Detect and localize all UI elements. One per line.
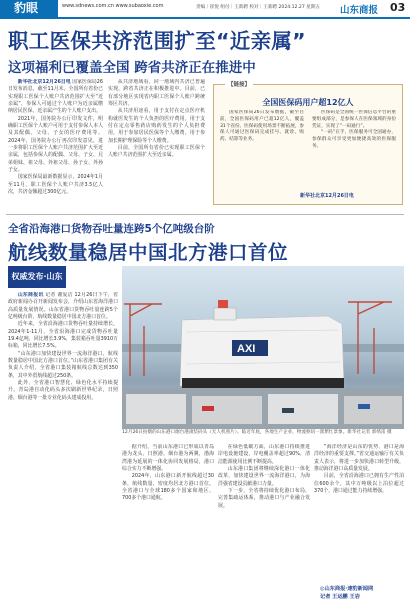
paragraph xyxy=(8,79,103,116)
port-illustration xyxy=(122,266,404,429)
paragraph: 山东港口集团将继续深化港口一体化改革，加快建设世界一流海洋港口，为海洋强省建设贡献港口力量。 xyxy=(218,466,310,487)
paragraph: 从共济用途看，用于支付在定点医疗机构就医发生的个人负担的医疗费用，用于支付在定点零售药店购药发生的个人负担费用，用于参加居民医保等个人缴费，用于参加长期护理保险等个人缴费。 xyxy=(108,108,205,144)
paragraph-text: 记者 谢爱洁 12月26日下午，省政府新闻办召开新闻发布会，介绍山东省海洋港口高质量发展情况。山东省港口货物吞吐量连跨5个亿吨级台阶，航线数量稳居中国北方港口首位。 xyxy=(8,292,118,321)
paragraph: 近年来，全省沿海港口货物吞吐量持续增长，2024年1-11月，全省沿海港口完成货物吞吐量19.4亿吨，同比增长3.9%，集装箱吞吐量3910万标箱，同比增长7.5%。 xyxy=(8,321,118,350)
dateline: 山东商报讯 xyxy=(17,292,44,298)
section-brand: 豹眼 xyxy=(0,0,58,17)
story2-column-3 xyxy=(218,444,310,599)
sidebar-label: 【链接】 xyxy=(225,80,253,88)
sidebar-body xyxy=(220,110,396,190)
section-divider xyxy=(6,214,404,215)
paragraph-text: 国家医保局26日发布消息，截至11月末，全国所有省份已实现职工医保个人账户共济范围扩大至“近亲属”，参保人可通过个人账户为近亲属缴纳居民医保，近亲属产生的个人账户支出。 xyxy=(8,79,103,115)
paragraph: 国家医保局最新数据显示，2024年1月至11月，职工医保个人账户共济3.5亿人次，共济金额超过300亿元。 xyxy=(8,174,103,196)
story2-byline-reporters: 记者 王运鹏 王岩 xyxy=(320,594,360,600)
story1-headline: 职工医保共济范围扩至“近亲属” xyxy=(8,29,306,53)
svg-text:AXI: AXI xyxy=(237,343,256,355)
paragraph: 国家医保局26日发布数据，截至目前，全国医保码用户已超12亿人，覆盖31个省份。医保码使用场景不断拓展，参保人可通过医保码完成挂号、就诊、购药、结算等业务。 xyxy=(220,110,304,143)
story2-byline-outlet: ◎山东商报·速豹新闻网 xyxy=(320,586,374,592)
sidebar-byline: 新华社北京12月26日电 xyxy=(300,193,354,199)
paragraph: “海洋经济是山东的优势，港口是海洋经济的重要支撑。”省交通运输厅有关负责人表示，将进一步加快港口转型升级，推动海洋港口高质量发展。 xyxy=(314,444,404,473)
paragraph: 目前，全国所有省份已实现职工医保个人账户共济范围扩大至近亲属。 xyxy=(108,145,205,159)
paragraph: 在绿色低碳方面，山东港口持续推进岸电设施建设，岸电覆盖率超过90%，清洁能源使用比例不断提高。 xyxy=(218,444,310,465)
sidebar-title: 全国医保码用户超12亿人 xyxy=(262,98,354,107)
story2-headline: 航线数量稳居中国北方港口首位 xyxy=(8,241,289,264)
paragraph: 2021年，国务院办公厅印发文件，明确职工医保个人账户可用于支付参保人本人及其配偶、父母、子女的医疗费用等。2024年，国务院办公厅再次印发意见，进一步将职工医保个人账户共济范围扩大至近亲属，包括参保人的配偶、父母、子女、兄弟姐妹、祖父母、外祖父母、孙子女、外孙子女。 xyxy=(8,115,103,174)
paragraph: 下一步，全省将持续优化港口布局，完善集疏运体系，推动港口与产业融合发展。 xyxy=(218,488,310,509)
port-photo xyxy=(122,266,404,429)
story2-kicker: 全省沿海港口货物吞吐量连跨5个亿吨级台阶 xyxy=(8,223,215,235)
story1-subheadline: 这项福利已覆盖全国 跨省共济正在推进中 xyxy=(8,60,256,76)
newspaper-name: 山东商报 xyxy=(340,5,379,16)
paragraph: “山东港口加快建设世界一流海洋港口，航线数量稳居中国北方港口首位。”山东省港口集团有关负责人介绍，全省港口集装箱航线总数达到350条，其中外贸航线超过250条。 xyxy=(8,350,118,379)
story2-column-2 xyxy=(122,444,214,599)
header-url: www.sdnews.com.cn www.subaoxie.com xyxy=(62,3,164,9)
dateline: 新华社北京12月26日电 xyxy=(17,79,71,85)
story2-column-1 xyxy=(8,292,118,598)
paragraph: 从共济地域看，同一地域内共济已普遍实现，跨省共济正在积极推进中。目前，已有部分地区实现省内职工医保个人账户跨统筹区共济。 xyxy=(108,79,205,108)
story2-column-4 xyxy=(314,444,404,584)
page-number: 03 xyxy=(390,1,406,14)
paragraph xyxy=(8,292,118,321)
story1-column-2 xyxy=(108,79,205,209)
car-carrier-ship-icon xyxy=(180,300,344,388)
column-badge: 权威发布·山东 xyxy=(8,266,66,288)
paragraph: 2024年，山东港口新开航线超过30条，航线数量、密度均居北方港口首位。全省港口与全球180多个国家和地区、700多个港口通航。 xyxy=(122,473,214,502)
paragraph: 据介绍，当前山东港口已形成以青岛港为龙头，日照港、烟台港为两翼，渤海湾港为延展的一体化协同发展格局，港口综合实力不断增强。 xyxy=(122,444,214,473)
header-rule xyxy=(0,17,410,19)
paragraph: 目前，全省沿海港口已拥有生产性泊位600余个，其中万吨级以上泊位超过370个，港口通过能力持续增强。 xyxy=(314,473,404,495)
header-editor-info: 责编｜崔悦 组付｜王新聘 校对｜王新聘 2024.12.27 星期五 xyxy=(196,5,321,10)
photo-caption: 12月26日拍摄的山东港口烟台港滚装码头（无人机照片）。临近年底，各地生产企业、物流枢纽一派繁忙景象。新华社记者 郭绪雷 摄 xyxy=(122,430,392,435)
paragraph: “一码”在手，医保服务可全国通办，参保群众可享受更加便捷高效的医保服务。 xyxy=(312,130,396,149)
story1-column-1 xyxy=(8,79,103,209)
paragraph: 此外，全省港口智慧化、绿色化水平持续提升。青岛港自动化码头多次刷新世界纪录，日照港、烟台港等一批专业化码头建成投用。 xyxy=(8,380,118,401)
paragraph: 医保码是全国统一医保信息平台的重要组成部分，是参保人在医保领域的身份凭证，实现了“一码通行”。 xyxy=(312,110,396,129)
